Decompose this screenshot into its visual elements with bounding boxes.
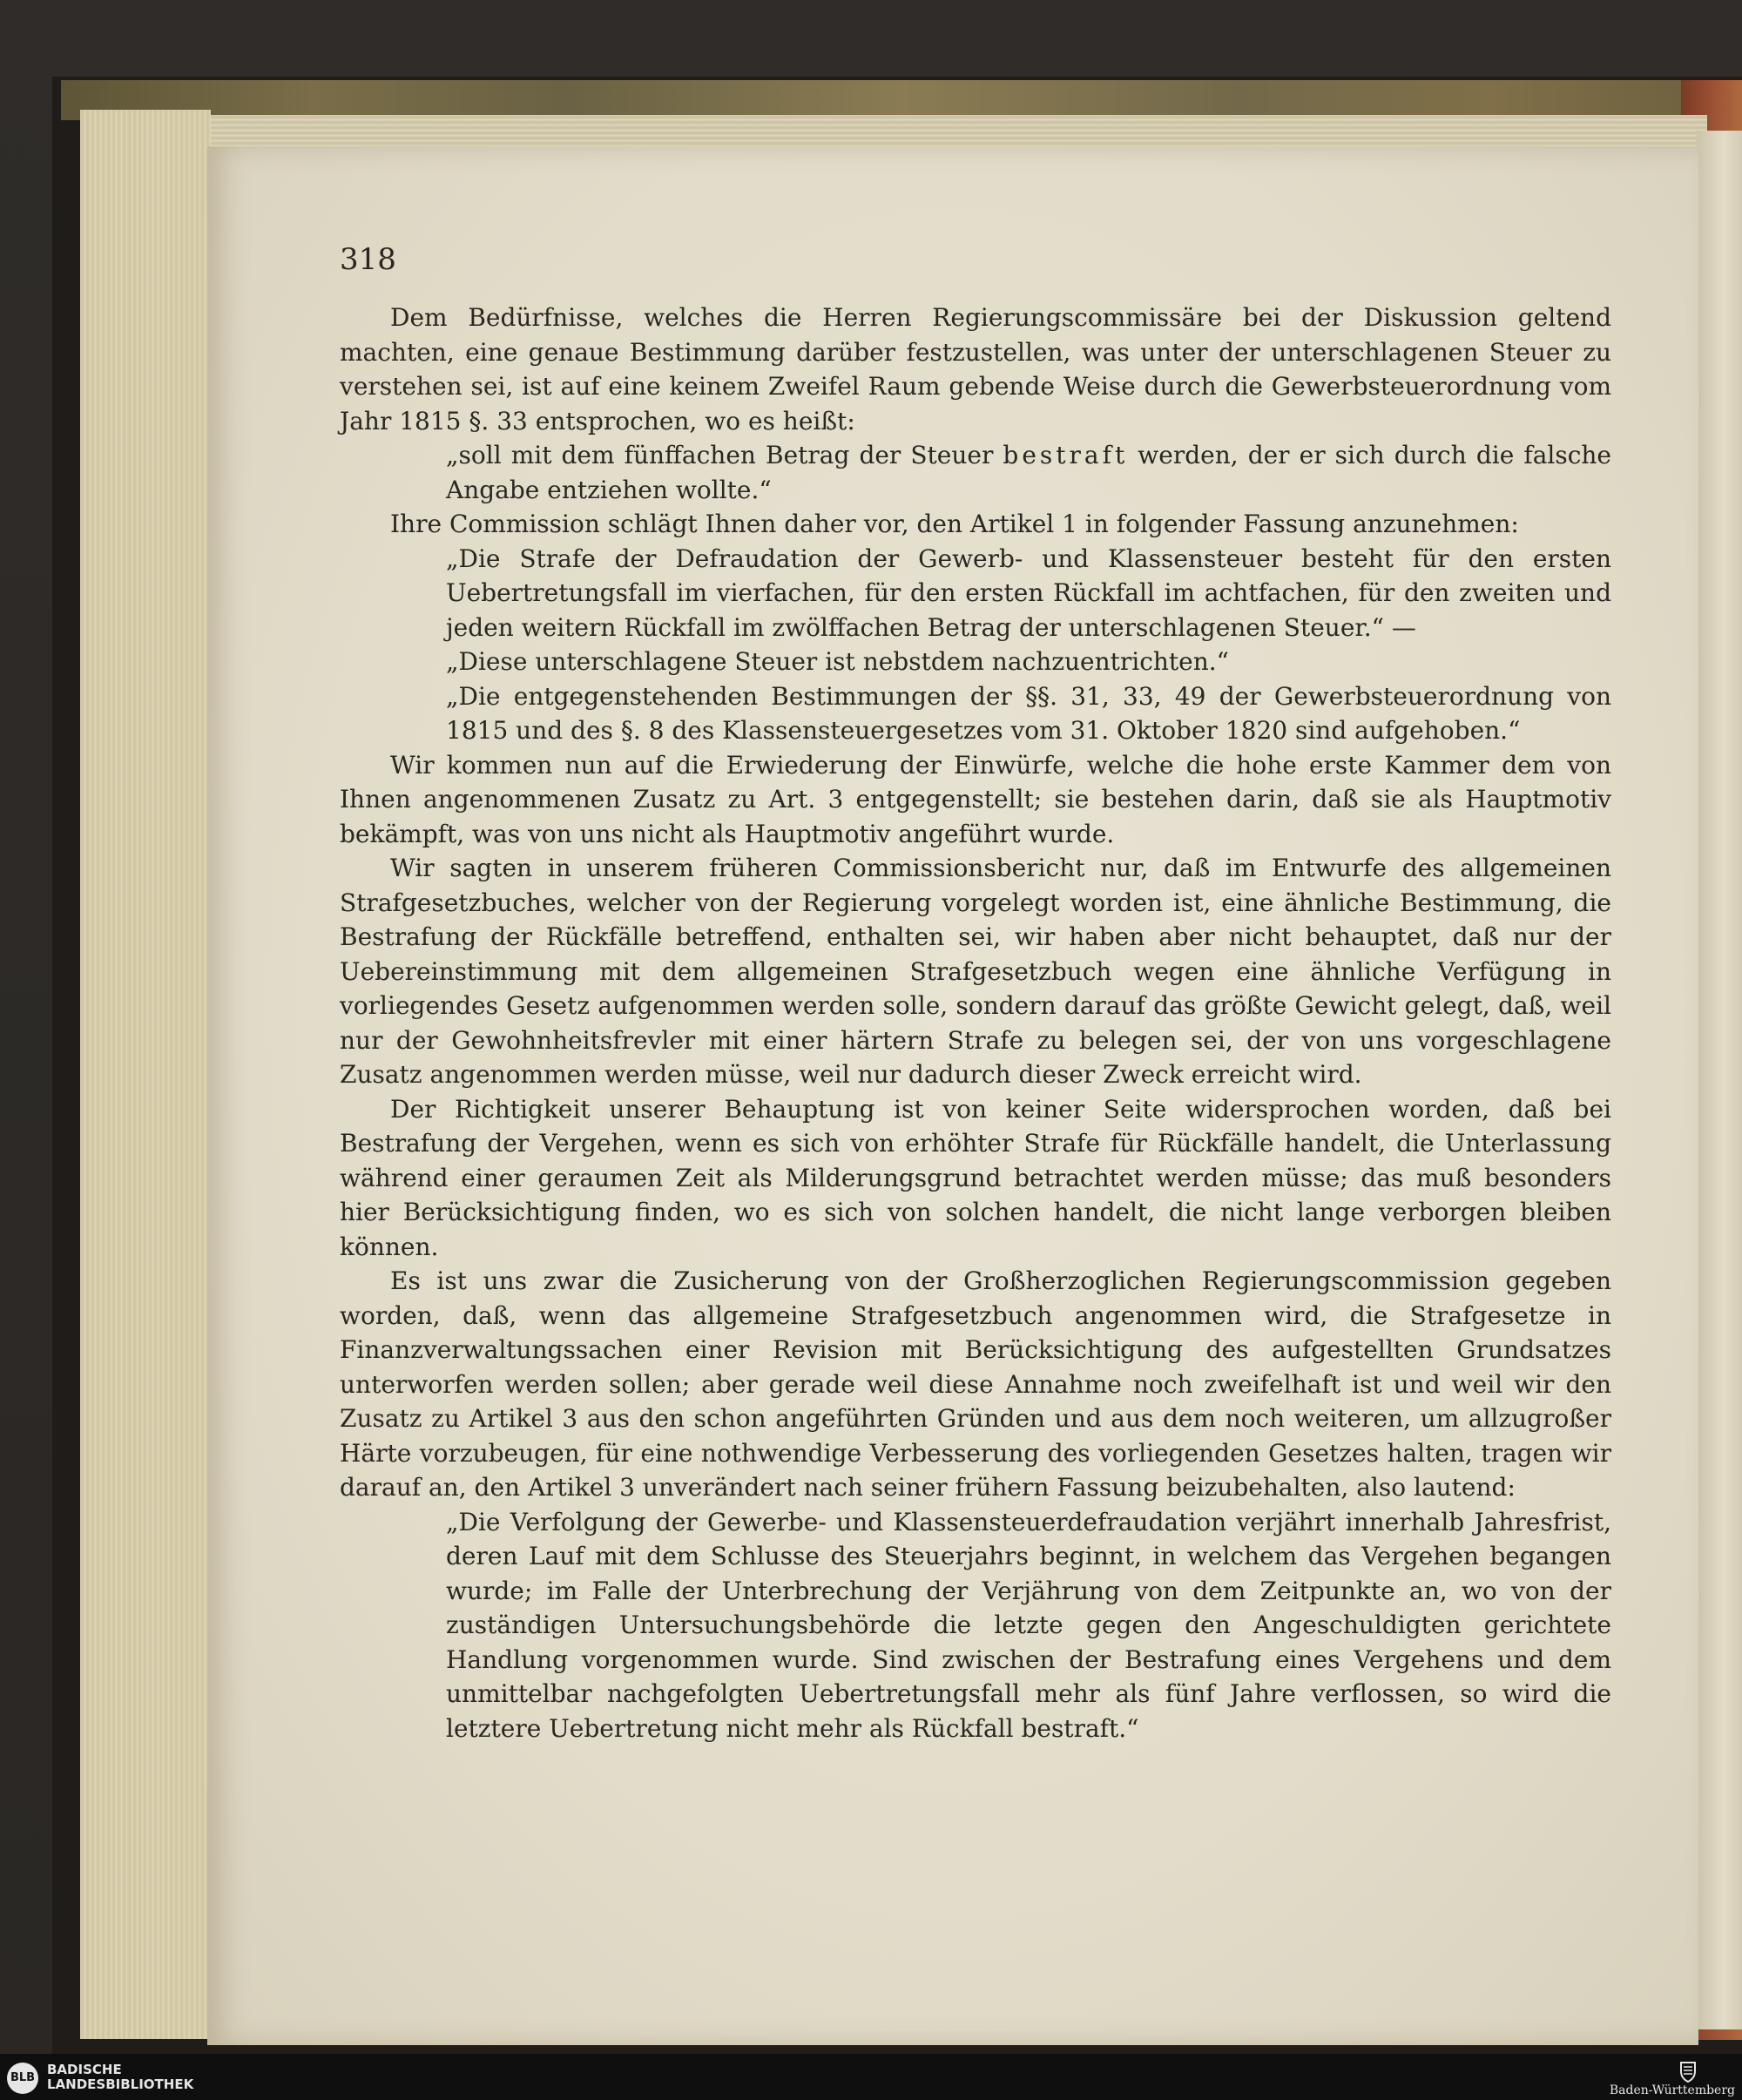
- body-paragraph: Wir sagten in unserem früheren Commissionsbericht nur, daß im Entwurfe des allgemeinen Strafgesetzbuches, welcher von der Regierung vorgelegt worden ist, eine ähnliche Bestimmung, die Bestrafung der Rückfälle betreffend, enthalten sei, wir haben aber nicht behauptet, daß nur der Uebereinstimmung mit dem allgemeinen Strafgesetzbuch wegen eine ähnliche Verfügung in vorliegendes Gesetz aufgenommen werden solle, sondern darauf das größte Gewicht gelegt, daß, weil nur der Gewohnheitsfrevler mit einer härtern Strafe zu belegen sei, der von uns vorgeschlagene Zusatz angenommen werden müsse, weil nur dadurch dieser Zweck erreicht wird.: [340, 854, 1611, 1089]
- region-label: Baden-Württemberg: [1609, 2083, 1735, 2097]
- footer-bar: [0, 2054, 1742, 2100]
- body-paragraph: Es ist uns zwar die Zusicherung von der Großherzoglichen Regierungscommission gegeben worden, daß, wenn das allgemeine Strafgesetzbuch angenommen wird, die Strafgesetze in Finanzverwaltungssachen einer Revision mit Berücksichtigung des aufgestellten Grundsatzes unterworfen werden sollen; aber gerade weil diese Annahme noch zweifelhaft ist und weil wir den Zusatz zu Artikel 3 aus den schon angeführten Gründen und aus dem noch weiteren, um allzugroßer Härte vorzubeugen, für eine nothwendige Verbesserung des vorliegenden Gesetzes halten, tragen wir darauf an, den Artikel 3 unverändert nach seiner frühern Fassung beizubehalten, also lautend:: [340, 1266, 1611, 1502]
- quoted-paragraph: [340, 438, 1611, 507]
- blb-logo-icon[interactable]: BLB: [7, 2063, 38, 2094]
- quoted-paragraph: „Die entgegenstehenden Bestimmungen der §§. 31, 33, 49 der Gewerbsteuerordnung von 1815 und des §. 8 des Klassensteuergesetzes vom 31. Oktober 1820 sind aufgehoben.“: [446, 681, 1611, 745]
- library-name-line1: BADISCHE: [47, 2062, 122, 2077]
- page-number: 318: [340, 242, 396, 277]
- library-name-line2: LANDESBIBLIOTHEK: [47, 2076, 194, 2092]
- page-edges-top: [113, 115, 1707, 150]
- page-edges-left: [80, 110, 211, 2039]
- quoted-paragraph: „Diese unterschlagene Steuer ist nebstdem nachzuentrichten.“: [446, 647, 1229, 676]
- body-paragraph: Ihre Commission schlägt Ihnen daher vor, den Artikel 1 in folgender Fassung anzunehmen:: [390, 510, 1519, 538]
- body-paragraph: Wir kommen nun auf die Erwiederung der Einwürfe, welche die hohe erste Kammer dem von Ihnen angenommenen Zusatz zu Art. 3 entgegenstellt; sie bestehen darin, daß sie als Hauptmotiv bekämpft, was von uns nicht als Hauptmotiv angeführt wurde.: [340, 750, 1611, 848]
- quoted-paragraph: „Die Strafe der Defraudation der Gewerb- und Klassensteuer besteht für den ersten Uebertretungsfall im vierfachen, für den ersten Rückfall im achtfachen, für den zweiten und jeden weitern Rückfall im zwölffachen Betrag der unterschlagenen Steuer.“ —: [446, 544, 1611, 642]
- spaced-emphasis: bestraft: [1003, 441, 1129, 469]
- facing-page-edge: [1697, 131, 1742, 2029]
- quoted-paragraph: „Die Verfolgung der Gewerbe- und Klassensteuerdefraudation verjährt innerhalb Jahresfrist, deren Lauf mit dem Schlusse des Steuerjahrs beginnt, in welchem das Vergehen begangen wurde; im Falle der Unterbrechung der Verjährung von dem Zeitpunkte an, wo von der zuständigen Untersuchungsbehörde die letzte gegen den Angeschuldigten gerichtete Handlung vorgenommen wurde. Sind zwischen der Bestrafung eines Vergehens und dem unmittelbar nachgefolgten Uebertretungsfall mehr als fünf Jahre verflossen, so wird die letztere Uebertretung nicht mehr als Rückfall bestraft.“: [446, 1507, 1611, 1743]
- page-text: [340, 300, 1611, 1745]
- body-paragraph: Dem Bedürfnisse, welches die Herren Regierungscommissäre bei der Diskussion geltend machten, eine genaue Bestimmung darüber festzustellen, was unter der unterschlagenen Steuer zu verstehen sei, ist auf eine keinem Zweifel Raum gebende Weise durch die Gewerbsteuerordnung vom Jahr 1815 §. 33 entsprochen, wo es heißt:: [340, 303, 1611, 436]
- paragraph-text: „soll mit dem fünffachen Betrag der Steuer: [446, 441, 1003, 469]
- coat-of-arms-icon: [1676, 2059, 1700, 2083]
- paragraph-text: werden, der er sich durch die falsche Angabe entziehen wollte.“: [446, 441, 1611, 504]
- body-paragraph: Der Richtigkeit unserer Behauptung ist von keiner Seite widersprochen worden, daß bei Bestrafung der Vergehen, wenn es sich von erhöhter Strafe für Rückfälle handelt, die Unterlassung während einer geraumen Zeit als Milderungsgrund betrachtet werden müsse; das muß besonders hier Berücksichtigung finden, wo es sich von solchen handelt, die nicht lange verborgen bleiben können.: [340, 1094, 1611, 1261]
- library-name[interactable]: [47, 2063, 193, 2092]
